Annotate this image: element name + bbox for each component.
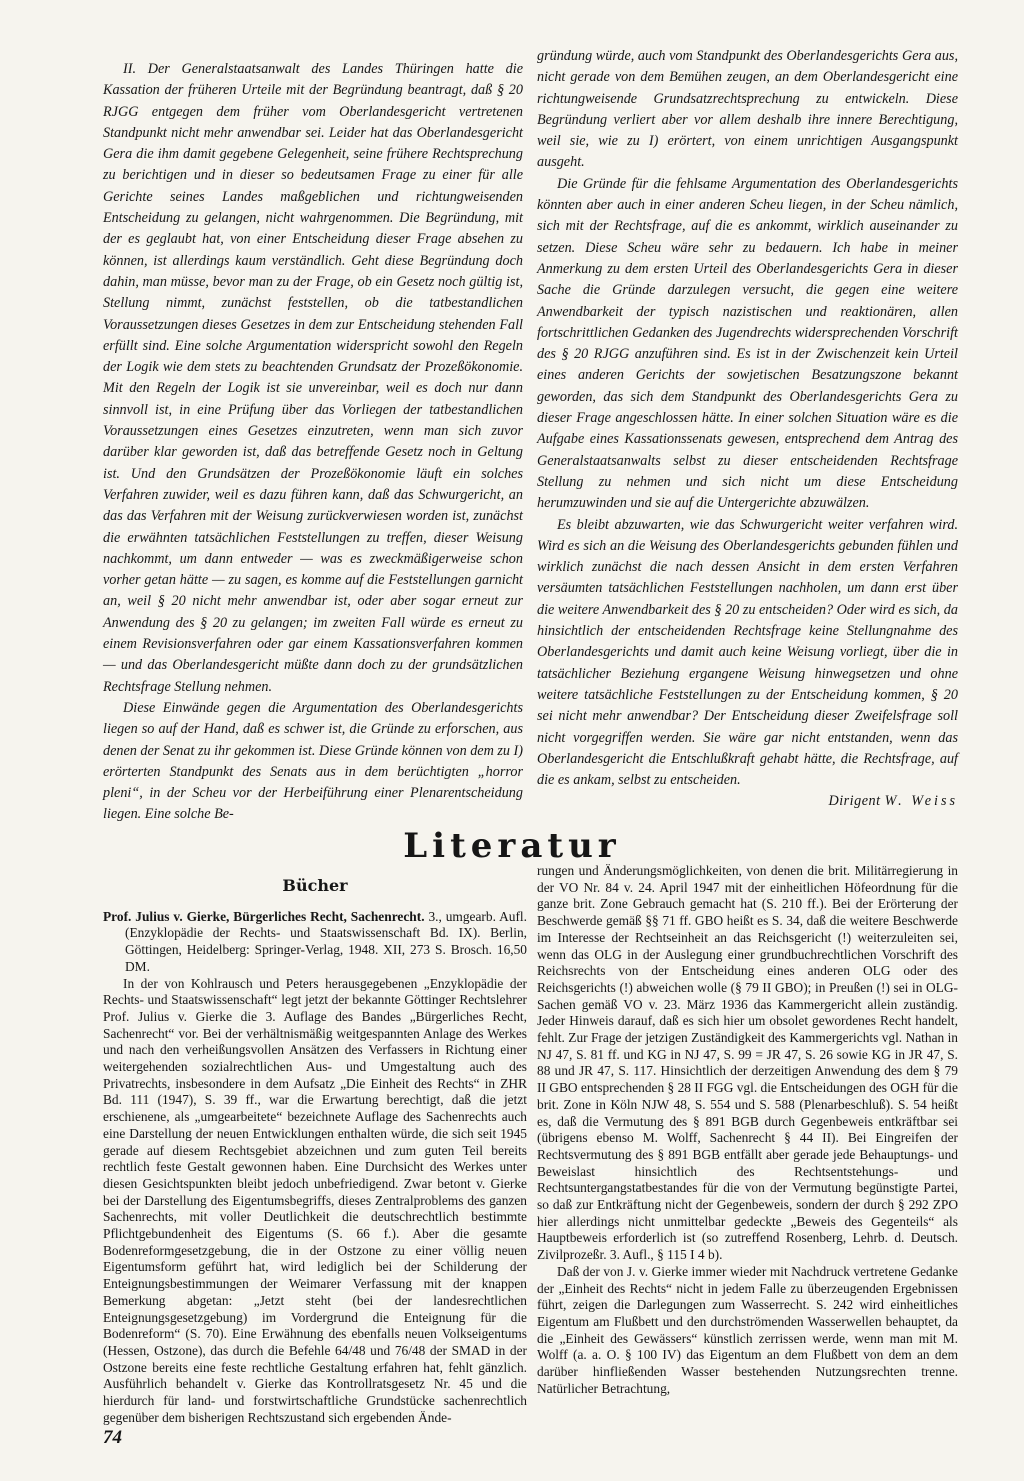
paragraph: rungen und Änderungsmöglichkeiten, von denen die brit. Militärregierung in der VO Nr. 84 v. 24. April 1947 mit der einheitlichen Höfeordnung für die ganze brit. Zone Gebrauch gemacht hat (S. 210 ff.). Bei der Erörterung der Beschwerde gemäß §§ 71 ff. GBO heißt es S. 34, daß die weitere Beschwerde im Interesse der Rechtseinheit an das Reichsgericht (!) weiterzuleiten sei, wenn das OLG in der Auslegung einer grundbuchrechtlichen Vorschrift des Reichsrechts von der Entscheidung eines anderen OLG oder des Reichsgerichts (!) abweichen wolle (§ 79 II GBO); in Preußen (!) sei in OLG-Sachen gemäß VO v. 23. März 1936 das Kammergericht allein zuständig. Jeder Hinweis darauf, daß es sich hier um obsolet gewordenes Recht handelt, fehlt. Zur Frage der jetzigen Zuständigkeit des Kammergerichts vgl. Nathan in NJ 47, S. 81 ff. und KG in NJ 47, S. 99 = JR 47, S. 26 sowie KG in JR 47, S. 88 und JR 47, S. 117. Hinsichtlich der derzeitigen Anwendung des dem § 79 II GBO entsprechenden § 28 II FGG vgl. die Entscheidungen des OGH für die brit. Zone in Köln NJW 48, S. 554 und S. 588 (Plenarbeschluß). S. 54 heißt es, daß die Vermutung des § 891 BGB durch Gegenbeweis entkräftbar sei (übrigens ebenso M. Wolff, Sachenrecht § 44 II). Bei Eingreifen der Rechtsvermutung des § 891 BGB entfällt aber gerade jede Behauptungs- und Beweislast hinsichtlich des Rechtsentstehungs- und Rechtsuntergangstatbestandes für die von der Vermutung begünstigte Partei, so daß zur Entkräftung nicht der Gegenbeweis, sondern der durch § 292 ZPO hier allerdings nicht unmittelbar gedeckte „Beweis des Gegenteils“ als Hauptbeweis erforderlich ist (so zutreffend Rosenberg, Lehrb. d. Deutsch. Zivilprozeßr. 3. Aufl., § 115 I 4 b). <box>537 863 958 1263</box>
upper-left-column <box>103 59 523 826</box>
upper-right-column <box>537 46 958 813</box>
book-reference <box>103 909 527 976</box>
book-details: 3., umgearb. Aufl. (Enzyklopädie der Rechts- und Staatswissenschaft Bd. IX). Berlin, Göttingen, Heidelberg: Springer-Verlag, 1948. XII, 273 S. Brosch. 16,50 DM. <box>125 908 527 974</box>
lower-left-column <box>103 878 527 1427</box>
author-signature <box>537 791 958 812</box>
signature-title: Dirigent <box>828 793 881 810</box>
paragraph: In der von Kohlrausch und Peters herausgegebenen „Enzyklopädie der Rechts- und Staatswissenschaft“ legt jetzt der bekannte Göttinger Rechtslehrer Prof. Julius v. Gierke die 3. Auflage des Bandes „Bürgerliches Recht, Sachenrecht“ vor. Bei der verhältnismäßig weitgespannten Anlage des Werkes und nach den verheißungsvollen Ansätzen des Verfassers in Richtung einer weitergehenden sozialrechtlichen Aus- und Umgestaltung auch des Privatrechts, insbesondere in dem Aufsatz „Die Einheit des Rechts“ in ZHR Bd. 111 (1947), S. 39 ff., war die Erwartung berechtigt, daß die jetzt erschienene, als „umgearbeitete“ bezeichnete Auflage des Sachenrechts auch eine Darstellung der neuen Entwicklungen enthalten würde, die sich seit 1945 gerade auf diesem Rechtsgebiet abzeichnen und zum guten Teil bereits rechtlich feste Gestalt gewonnen haben. Eine Durchsicht des Werkes unter diesen Gesichtspunkten bleibt jedoch unbefriedigend. Zwar betont v. Gierke bei der Darstellung des Eigentumsbegriffs, dieses Zentralproblems des ganzen Sachenrechts, mit voller Deutlichkeit die deutschrechtlich bestimmte Pflichtgebundenheit des Eigentums (S. 66 f.). Aber die gesamte Bodenreformgesetzgebung, die in der Ostzone zu einer völlig neuen Eigentumsform geführt hat, wird lediglich bei der Schilderung der Enteignungsbestimmungen der Weimarer Verfassung mit der knappen Bemerkung abgetan: „Jetzt steht (bei der landesrechtlichen Enteignungsgesetzgebung) im Vordergrund die Enteignung für die Bodenreform“ (S. 70). Eine Erwähnung des ebenfalls neuen Volkseigentums (Hessen, Ostzone), das durch die Befehle 64/48 und 76/48 der SMAD in der Ostzone bereits eine feste rechtliche Gestaltung erfahren hat, fehlt gänzlich. Ausführlich behandelt v. Gierke das Kontrollratsgesetz Nr. 45 und die hierdurch für land- und forstwirtschaftliche Grundstücke sachenrechtlich gegenüber dem bisherigen Rechtszustand sich ergebenden Ände- <box>103 975 527 1425</box>
paragraph: Diese Einwände gegen die Argumentation des Oberlandesgerichts liegen so auf der Hand, daß es schwer ist, die Gründe zu erforschen, aus denen der Senat zu ihr gekommen ist. Diese Gründe können von dem zu I) erörterten Standpunkt des Senats aus in dem berüchtigten „horror pleni“, in der Scheu vor der Herbeiführung einer Plenarentscheidung liegen. Eine solche Be- <box>103 699 524 823</box>
section-heading: Literatur <box>403 826 621 866</box>
subsection-heading: Bücher <box>282 876 348 895</box>
paragraph: Die Gründe für die fehlsame Argumentation des Oberlandesgerichts könnten aber auch in einer anderen Scheu liegen, in der Scheu nämlich, sich mit der Rechtsfrage, auf die es ankommt, wirklich auseinander zu setzen. Diese Scheu wäre sehr zu bedauern. Ich habe in meiner Anmerkung zu dem ersten Urteil des Oberlandesgerichts Gera in dieser Sache die Gründe darzulegen versucht, die gegen eine weitere Anwendbarkeit der typisch nazistischen und reaktionären, allen fortschrittlichen Gedanken des Jugendrechts widersprechenden Vorschrift des § 20 RJGG anzuführen sind. Es ist in der Zwischenzeit kein Urteil eines anderen Gerichts der sowjetischen Besatzungszone bekannt geworden, das sich dem Standpunkt des Oberlandesgerichts Gera zu dieser Frage angeschlossen hätte. In einer solchen Situation wäre es die Aufgabe eines Kassationssenats gewesen, entsprechend dem Antrag des Generalstaatsanwalts selbst zu dieser entscheidenden Rechtsfrage Stellung zu nehmen und sich nicht um diese Entscheidung herumzuwinden und sie auf die Untergerichte abzuwälzen. <box>537 175 958 512</box>
paragraph: gründung würde, auch vom Standpunkt des Oberlandesgerichts Gera aus, nicht gerade von dem Bemühen zeugen, an dem Oberlandesgericht eine richtungweisende Grundsatzrechtsprechung zu entwickeln. Diese Begründung verliert aber vor allem deshalb ihre innere Berechtigung, weil sie, wie zu I) erörtert, von einem unrichtigen Ausgangspunkt ausgeht. <box>537 48 958 171</box>
paragraph: II. Der Generalstaatsanwalt des Landes Thüringen hatte die Kassation der früheren Urteile mit der Begründung beantragt, daß § 20 RJGG entgegen dem früher vom Oberlandesgericht vertretenen Standpunkt nicht mehr anwendbar sei. Leider hat das Oberlandesgericht Gera die ihm damit gegebene Gelegenheit, seine frühere Rechtsprechung zu berichtigen und in dieser so bedeutsamen Frage zu einer für alle Gerichte seines Landes maßgeblichen und richtungweisenden Entscheidung zu gelangen, nicht wahrgenommen. Die Begründung, mit der es geglaubt hat, von einer Entscheidung dieser Frage absehen zu können, ist allerdings kaum verständlich. Geht diese Begründung doch dahin, man müsse, bevor man zu der Frage, ob ein Gesetz noch gültig ist, Stellung nimmt, zunächst feststellen, ob die tatbestandlichen Voraussetzungen dieses Gesetzes in dem zur Entscheidung stehenden Fall erfüllt sind. Eine solche Argumentation widerspricht sowohl den Regeln der Logik wie dem stets zu beachtenden Grundsatz der Prozeßökonomie. Mit den Regeln der Logik ist sie unvereinbar, weil es doch nur dann sinnvoll ist, in eine Prüfung über das Vorliegen der tatbestandlichen Voraussetzungen eines Gesetzes einzutreten, wenn man sich zuvor darüber klar geworden ist, daß das betreffende Gesetz noch in Geltung ist. Und den Grundsätzen der Prozeßökonomie läuft ein solches Verfahren zuwider, weil es dazu führen kann, daß das Schwurgericht, an das das Verfahren mit der Weisung zurückverwiesen worden ist, zunächst die erwähnten tatsächlichen Feststellungen zu treffen, dieser Weisung nachkommt, um dann entweder — was es zweckmäßigerweise schon vorher getan hätte — zu sagen, es komme auf die Feststellungen garnicht an, weil § 20 nicht mehr anwendbar ist, oder aber sogar erneut zur Anwendung des § 20 zu gelangen; im zweiten Fall würde es erneut zu einem Revisionsverfahren oder gar einem Kassationsverfahren kommen — und das Oberlandesgericht müßte dann doch zu der grundsätzlichen Rechtsfrage Stellung nehmen. <box>103 61 523 695</box>
book-title: Prof. Julius v. Gierke, Bürgerliches Recht, Sachenrecht. <box>103 908 425 924</box>
lower-right-column <box>537 863 958 1398</box>
page-number: 74 <box>103 1427 122 1448</box>
paragraph: Es bleibt abzuwarten, wie das Schwurgericht weiter verfahren wird. Wird es sich an die Weisung des Oberlandesgerichts gebunden fühlen und wirklich zunächst die nach dessen Ansicht in dem ersten Verfahren versäumten tatsächlichen Feststellungen nachholen, um dann erst über die weitere Anwendbarkeit des § 20 zu entscheiden? Oder wird es sich, da hinsichtlich der entscheidenden Rechtsfrage keine Stellungnahme des Oberlandesgerichts und damit auch keine Weisung vorliegt, über die in tatsächlicher Beziehung ergangene Weisung hinwegsetzen und ohne weitere tatsächliche Feststellungen zu der Entscheidung kommen, § 20 sei nicht mehr anwendbar? Der Entscheidung dieser Zweifelsfrage soll nicht vorgegriffen werden. Sie wäre gar nicht entstanden, wenn das Oberlandesgericht die Entschlußkraft gehabt hätte, die Rechtsfrage, auf die es ankam, selbst zu entscheiden. <box>537 516 958 789</box>
paragraph: Daß der von J. v. Gierke immer wieder mit Nachdruck vertretene Gedanke der „Einheit des Rechts“ nicht in jedem Falle zu überzeugenden Ergebnissen führt, zeigen die Darlegungen zum Wasserrecht. S. 242 wird einheitliches Eigentum am Flußbett und den durchströmenden Wasserwellen behauptet, da die „Einheit des Gewässers“ künstlich zerrissen werde, wenn man mit M. Wolff (a. a. O. § 100 IV) das Eigentum an dem Flußbett von dem an dem darüber hinfließenden Wasser bestehenden Nutzungsrechten trenne. Natürlicher Betrachtung, <box>537 1263 958 1396</box>
signature-name: W. Weiss <box>884 793 958 810</box>
